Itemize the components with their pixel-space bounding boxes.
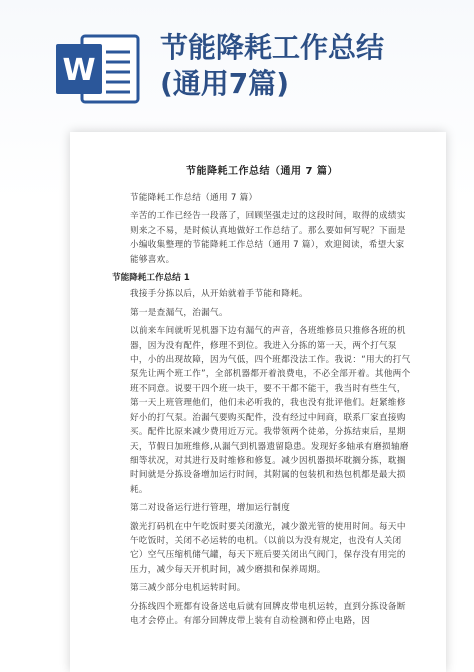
- paragraph: 以前来车间就听见机器下边有漏气的声音，各班维修员只推修各班的机器，因为没有配件，修理不到位。我进入分拣的第一天，两个打气泵中，小的出现故障，因为气低，四个班都没法工作。我说：“用大的打气泵先让两个班工作”，全部机器都开着浪费电，不必全部开着。其他两个班不同意。说要干四个班一块干，要不干都不能干，我当时有些生气，第一天上班管理他们，他们未必听我的，我也没有批评他们。赶紧维修好小的打气泵。治漏气要购买配件，没有经过中间商，联系厂家直接购买。配件比原来减少费用近万元。我带领两个徒弟，分拣结束后，星期天，节假日加班维修,从漏气到机器遗留隐患。发现好多轴承有磨损轴磨细等状况，对其进行及时维修和修复。减少因机器损坏耽搁分拣，耽搁时间就是分拣设备增加运行时间，其附属的包装机和热包机都是最大损耗。: [130, 326, 411, 495]
- word-logo-letter: W: [62, 53, 96, 88]
- intro-paragraph: 辛苦的工作已经告一段落了，回顾坚强走过的这段时间，取得的成绩实则来之不易，是时候认真地做好工作总结了。那么要如何写呢？下面是小编收集整理的节能降耗工作总结（通用 7 篇），欢迎阅读，希望大家能够喜欢。: [130, 211, 406, 265]
- section-heading: 节能降耗工作总结 1: [112, 273, 190, 284]
- paragraph: 第三减少部分电机运转时间。: [130, 583, 246, 594]
- page-header-title: [160, 30, 460, 102]
- page-bottom-fade: [70, 632, 446, 672]
- document-title: 节能降耗工作总结（通用 7 篇）: [186, 166, 338, 177]
- paragraph: 激光打码机在中午吃饭时要关闭激光，减少激光管的使用时间。每天中午吃饭时，关闭不必运转的电机。（以前以为没有规定，也没有人关闭它）空气压缩机储气罐，每天下班后要关闭出气阀门，保存没有用完的压力，减少每天开机时间，减少磨损和保养周期。: [130, 521, 406, 575]
- document-subtitle: 节能降耗工作总结（通用 7 篇）: [130, 193, 258, 203]
- header-title-line2: (通用7篇): [160, 67, 290, 100]
- header-title-line1: 节能降耗工作总结: [160, 31, 385, 64]
- paragraph: 第一是查漏气，治漏气。: [130, 307, 228, 318]
- paragraph: 分拣线四个班都有设备送电后就有回牌皮带电机运转，直到分拣设备断电才会停止。有部分回牌皮带上装有自动检测和停止电路，因: [130, 601, 406, 626]
- word-document-icon: [52, 30, 144, 108]
- document-content: [112, 162, 412, 632]
- document-page: [70, 132, 446, 672]
- paragraph: 第二对设备运行进行管理，增加运行制度: [130, 503, 291, 514]
- paragraph: 我接手分拣以后，从开始就着手节能和降耗。: [130, 289, 308, 300]
